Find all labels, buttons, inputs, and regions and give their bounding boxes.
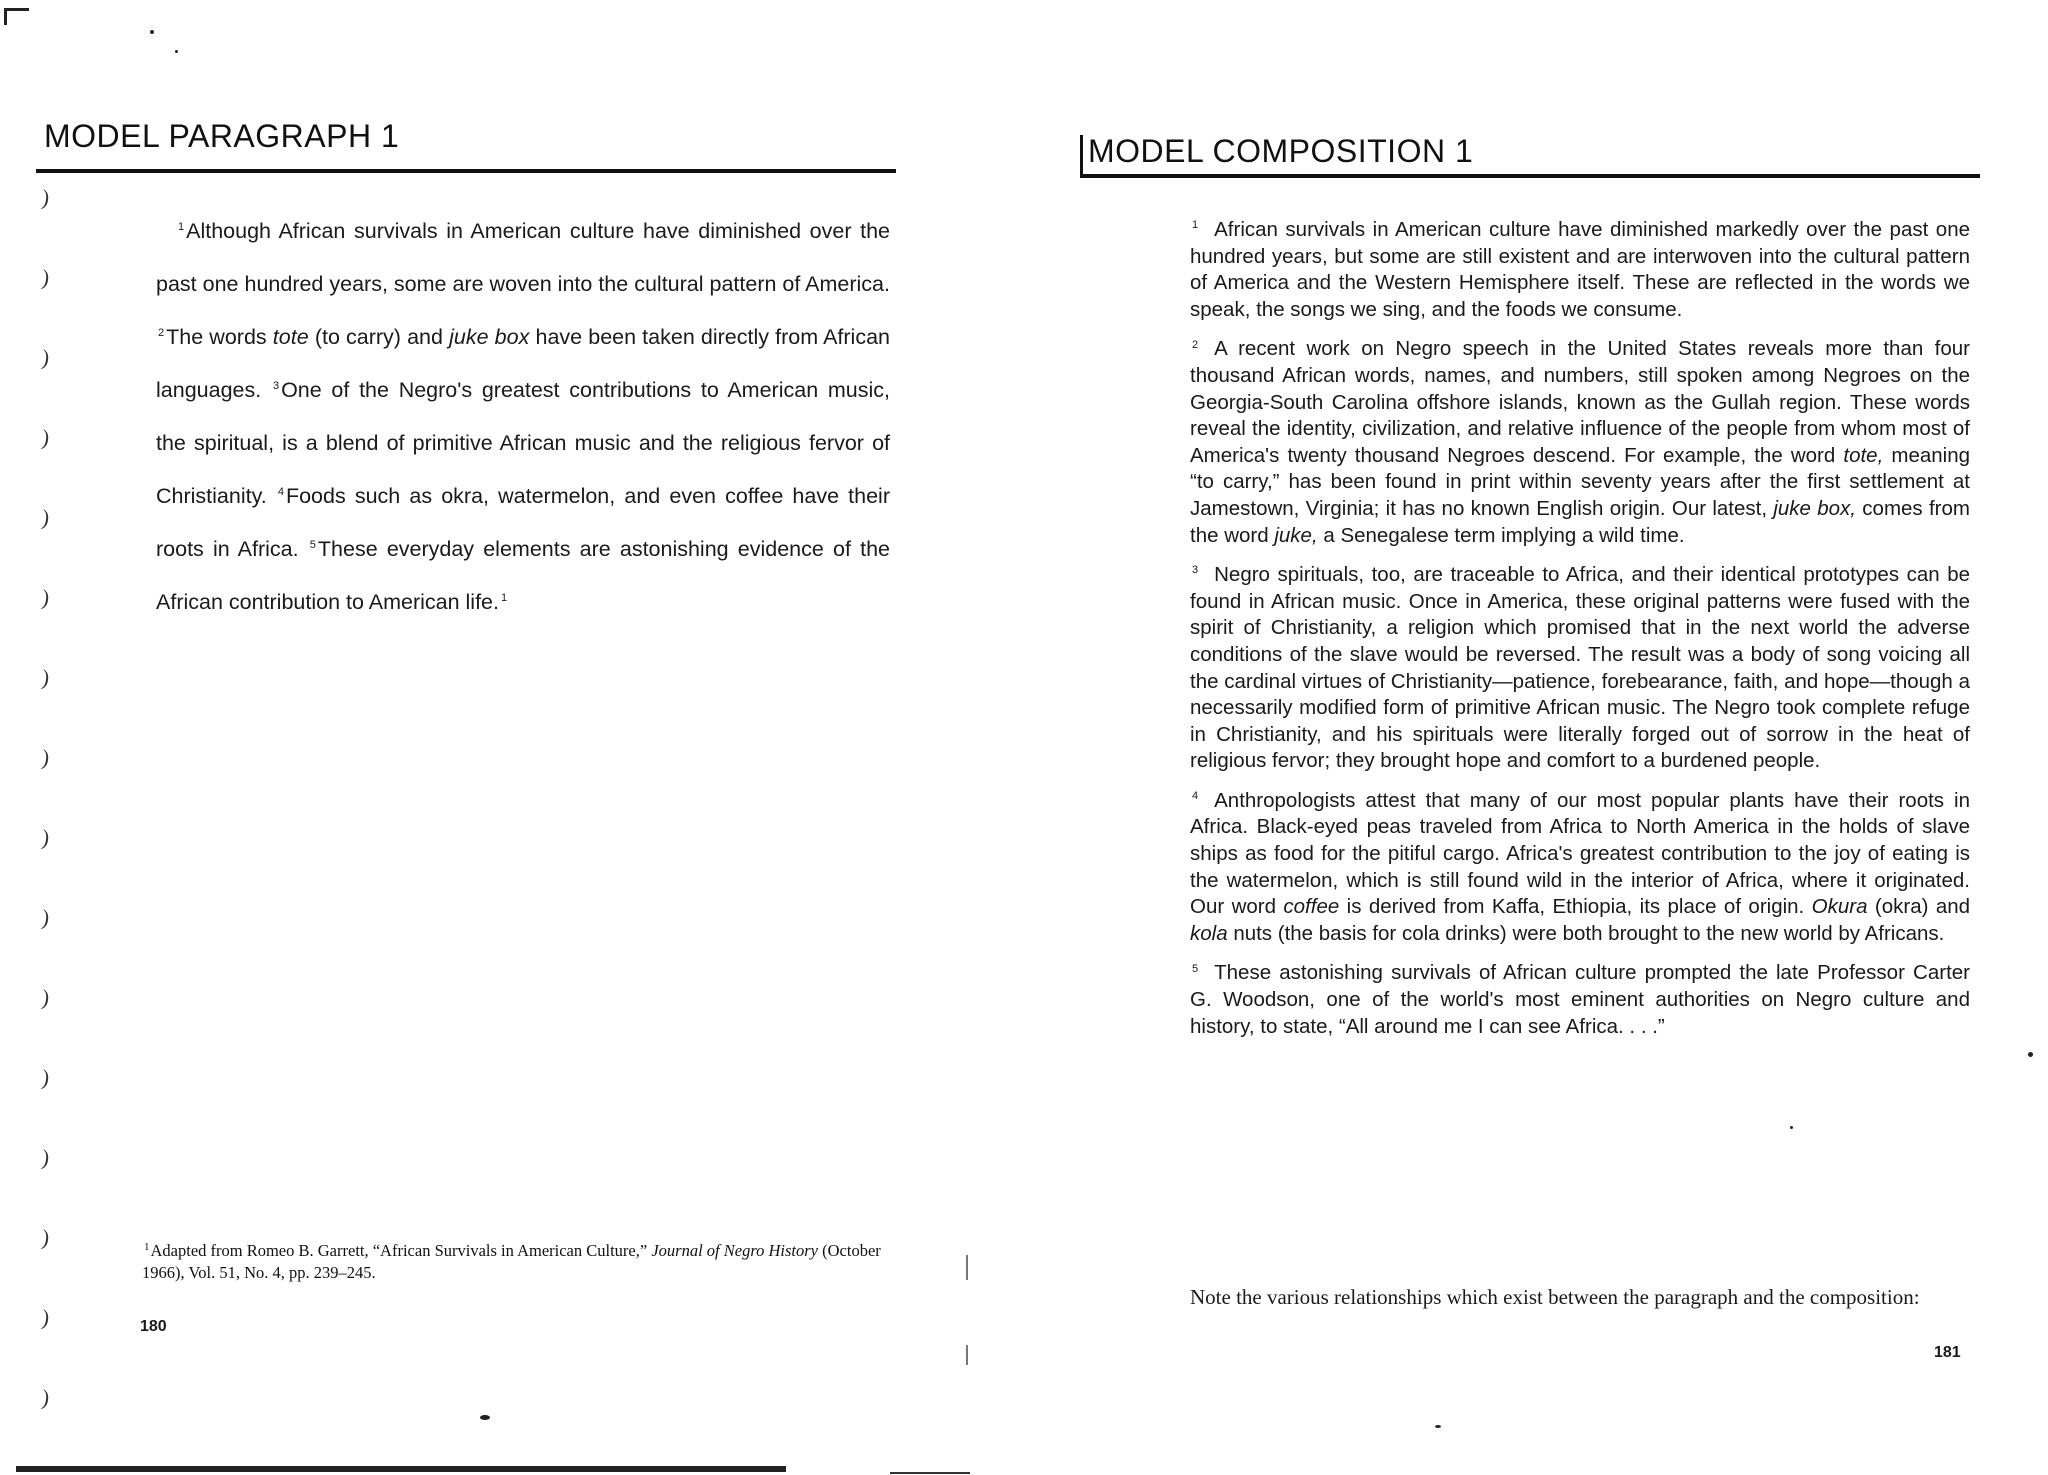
composition-paragraph-3: $^3$ Negro spirituals, too, are traceable to Africa, and their identical prototypes can be found in African music. Once in America, these original patterns were fused with the spirit of Christianity, a religion which promised that in the next world the adverse conditions of the slave would be reversed. The result was a body of song voicing all the cardinal virtues of Christianity—patience, forebearance, faith, and hope—though a necessarily modified form of primitive African music. The Negro took complete refuge in Christianity, and his spirituals were literally forged out of sorrow in the heat of religious fervor; they brought hope and comfort to a burdened people. xyxy=(1190,563,1970,773)
right-page xyxy=(1040,0,2048,1475)
page-number: 180 xyxy=(140,1318,167,1335)
model-paragraph xyxy=(156,205,890,629)
scan-bottom-edge xyxy=(16,1466,786,1472)
margin-mark: ) xyxy=(40,1144,52,1171)
margin-mark: ) xyxy=(40,744,52,771)
heading-bar xyxy=(1080,135,1083,177)
composition-paragraph-4: $^4$ Anthropologists attest that many of our most popular plants have their roots in Africa. Black-eyed peas traveled from Africa to North America in the holds of slave ships as food for the pitiful cargo. Africa's greatest contribution to the joy of eating is the watermelon, which is still found wild in the interior of Africa, where it originated. Our word coffee is derived from Kaffa, Ethiopia, its place of origin. Okura (okra) and kola nuts (the basis for cola drinks) were both brought to the new world by Africans. xyxy=(1190,788,1971,945)
margin-mark: ) xyxy=(40,1384,52,1411)
model-composition-heading: MODEL COMPOSITION 1 xyxy=(1088,133,1474,169)
model-paragraph-heading: MODEL PARAGRAPH 1 xyxy=(44,118,400,154)
heading-rule xyxy=(1080,174,1980,178)
scan-speck xyxy=(480,1415,490,1420)
gutter-mark xyxy=(966,1345,968,1365)
margin-mark: ) xyxy=(40,264,52,291)
margin-mark: ) xyxy=(40,824,52,851)
composition-paragraph-5: $^5$ These astonishing survivals of African culture prompted the late Professor Carter G. Woodson, one of the world's most eminent authorities on Negro culture and history, to state, “All around me I can see Africa. . . .” xyxy=(1190,961,1970,1038)
margin-mark: ) xyxy=(40,344,52,371)
margin-mark: ) xyxy=(40,904,52,931)
scan-corner-mark xyxy=(4,8,29,25)
margin-mark: ) xyxy=(40,584,52,611)
margin-mark: ) xyxy=(40,424,52,451)
composition-paragraph-1: $^1$ African survivals in American culture have diminished markedly over the past one hundred years, but some are still existent and are interwoven into the cultural pattern of America and the Western Hemisphere itself. These are reflected in the words we speak, the songs we sing, and the foods we consume. xyxy=(1190,218,1970,321)
margin-mark: ) xyxy=(40,984,52,1011)
margin-mark: ) xyxy=(40,664,52,691)
scan-speck xyxy=(1790,1126,1793,1129)
heading-rule xyxy=(36,169,896,173)
footnote: $^1$Adapted from Romeo B. Garrett, “African Survivals in American Culture,” Journal of Negro History (October 1966), Vol. 51, No. 4, pp. 239–245. xyxy=(142,1240,881,1282)
page-number: 181 xyxy=(1934,1344,1961,1361)
model-paragraph-text: $^1$Although African survivals in American culture have diminished over the past one hundred years, some are woven into the cultural pattern of America. $^2$The words tote (to carry) and juke box have been taken directly from African languages. $^3$One of the Negro's greatest contributions to American music, the spiritual, is a blend of primitive African music and the religious fervor of Christianity. $^4$Foods such as okra, watermelon, and even coffee have their roots in Africa. $^5$These everyday elements are astonishing evidence of the African contribution to American life. $^1$ xyxy=(156,219,890,614)
scan-speck xyxy=(175,50,178,53)
margin-mark: ) xyxy=(40,184,52,211)
scan-bottom-edge xyxy=(890,1472,970,1474)
margin-mark: ) xyxy=(40,1224,52,1251)
gutter-mark xyxy=(966,1255,968,1280)
margin-mark: ) xyxy=(40,1304,52,1331)
left-page xyxy=(0,0,1000,1475)
model-composition xyxy=(1190,217,1970,1053)
scan-speck xyxy=(2028,1052,2033,1057)
scan-speck xyxy=(1435,1425,1441,1428)
composition-paragraph-2: $^2$ A recent work on Negro speech in the United States reveals more than four thousand African words, names, and numbers, still spoken among Negroes on the Georgia-South Carolina offshore islands, known as the Gullah region. These words reveal the identity, civilization, and relative influence of the people from whom most of America's twenty thousand Negroes descend. For example, the word tote, meaning “to carry,” has been found in print within seventy years after the first settlement at Jamestown, Virginia; it has no known English origin. Our latest, juke box, comes from the word juke, a Senegalese term implying a wild time. xyxy=(1190,337,1971,547)
scan-speck xyxy=(150,30,154,34)
margin-mark: ) xyxy=(40,504,52,531)
note-text: Note the various relationships which exist between the paragraph and the composition: xyxy=(1190,1285,1920,1309)
margin-mark: ) xyxy=(40,1064,52,1091)
